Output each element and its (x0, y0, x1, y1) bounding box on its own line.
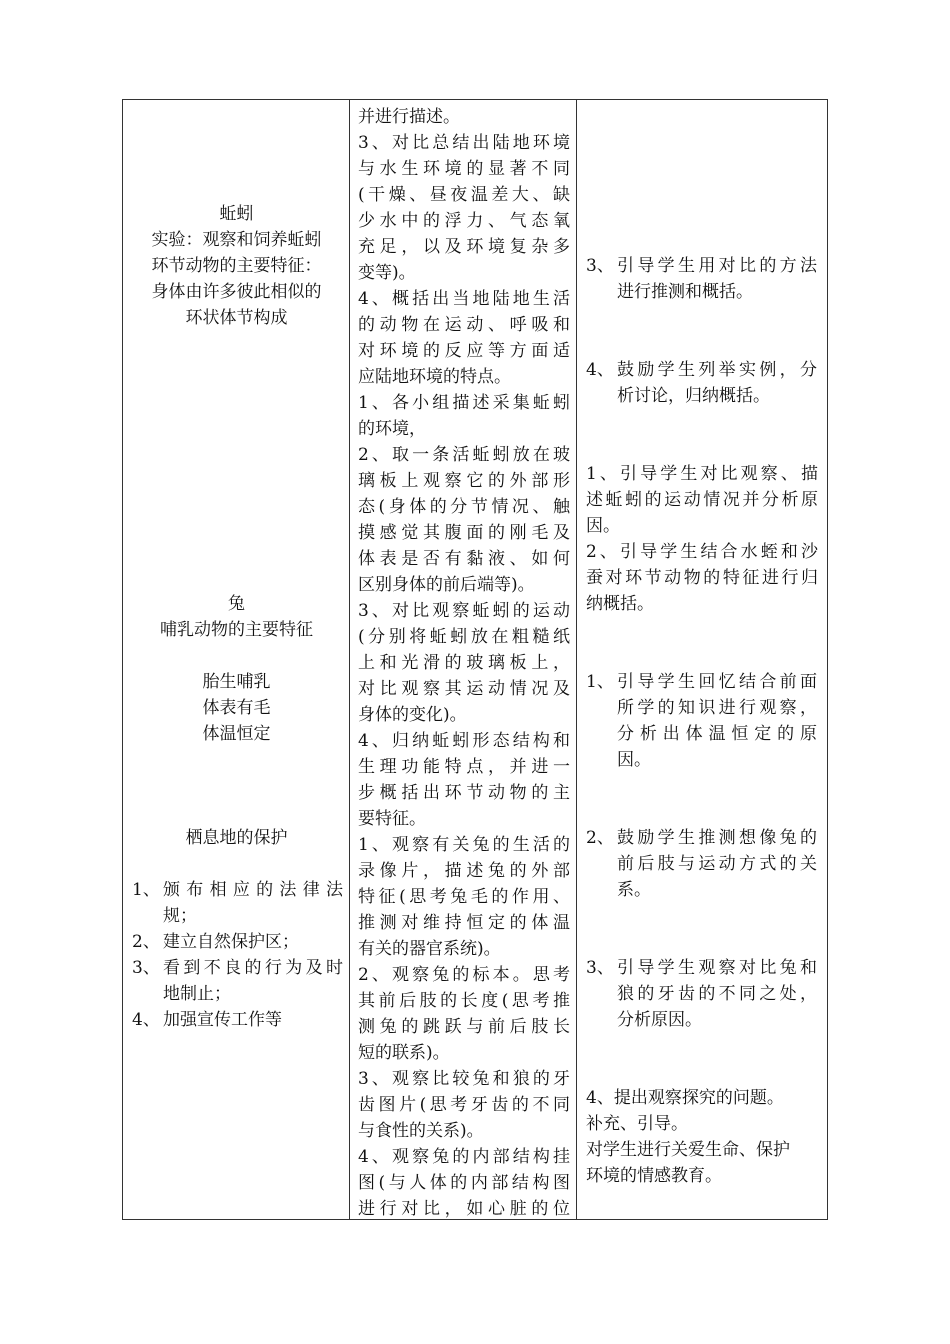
mammal-feature: 胎生哺乳 (202, 672, 271, 692)
annelid-feature-label: 环节动物的主要特征： (151, 256, 322, 276)
activity-line: 1、各小组描述采集蚯蚓 (358, 393, 570, 413)
activity-line: 与食性的关系)。 (358, 1121, 484, 1141)
guidance-text: 2、引导学生结合水蛭和沙 (586, 542, 818, 562)
measure-number: 2、 (132, 932, 160, 952)
guidance-number: 3、 (586, 958, 614, 978)
activity-line: 应陆地环境的特点。 (358, 367, 511, 387)
activity-line: 与水生环境的显著不同 (358, 159, 570, 179)
activity-line: 图(与人体的内部结构图 (358, 1173, 570, 1193)
activity-line: 摸感觉其腹面的刚毛及 (358, 523, 570, 543)
activity-line: 步概括出环节动物的主 (358, 783, 570, 803)
guidance-number: 3、 (586, 256, 614, 276)
activity-line: 3、对比总结出陆地环境 (358, 133, 570, 153)
guidance-text: 因。 (586, 516, 620, 536)
content-column (123, 100, 350, 1219)
activity-line: 少水中的浮力、气态氧 (358, 211, 570, 231)
measure-text: 看到不良的行为及时 (163, 958, 343, 978)
activity-line: 并进行描述。 (358, 107, 460, 127)
activity-line: 4、概括出当地陆地生活 (358, 289, 570, 309)
experiment-title: 实验：观察和饲养蚯蚓 (151, 230, 322, 250)
habitat-protection-title: 栖息地的保护 (185, 828, 288, 848)
activity-line: 齿图片(思考牙齿的不同 (358, 1095, 570, 1115)
topic-rabbit: 兔 (228, 594, 245, 614)
guidance-number: 4、 (586, 360, 614, 380)
guidance-text: 引导学生用对比的方法 (617, 256, 817, 276)
mammal-feature: 体表有毛 (202, 698, 271, 718)
activity-line: 2、取一条活蚯蚓放在玻 (358, 445, 570, 465)
guidance-text: 因。 (617, 750, 651, 770)
lesson-plan-table (122, 99, 828, 1220)
guidance-text: 狼的牙齿的不同之处， (617, 984, 817, 1004)
teacher-guidance-column (577, 100, 827, 1219)
activity-line: 4、观察兔的内部结构挂 (358, 1147, 570, 1167)
guidance-text: 对学生进行关爱生命、保护 (586, 1140, 790, 1160)
activity-line: 3、对比观察蚯蚓的运动 (358, 601, 570, 621)
activity-line: 测兔的跳跃与前后肢长 (358, 1017, 570, 1037)
activity-line: 3、观察比较兔和狼的牙 (358, 1069, 570, 1089)
activity-line: 2、观察兔的标本。思考 (358, 965, 570, 985)
guidance-text: 系。 (617, 880, 651, 900)
activity-line: 4、归纳蚯蚓形态结构和 (358, 731, 570, 751)
guidance-text: 所学的知识进行观察， (617, 698, 817, 718)
measure-number: 3、 (132, 958, 160, 978)
topic-earthworm: 蚯蚓 (219, 204, 254, 224)
guidance-text: 引导学生回忆结合前面 (617, 672, 817, 692)
activity-line: 要特征。 (358, 809, 426, 829)
guidance-text: 述蚯蚓的运动情况并分析原 (586, 490, 818, 510)
mammal-feature: 体温恒定 (202, 724, 271, 744)
activity-line: 的动物在运动、呼吸和 (358, 315, 570, 335)
guidance-text: 1、引导学生对比观察、描 (586, 464, 818, 484)
activity-line: 短的联系)。 (358, 1043, 450, 1063)
annelid-feature-text: 身体由许多彼此相似的 (151, 282, 322, 302)
guidance-text: 鼓励学生推测想像兔的 (617, 828, 817, 848)
activity-line: 变等)。 (358, 263, 416, 283)
activity-line: 体表是否有黏液、如何 (358, 549, 570, 569)
activity-line: 对环境的反应等方面适 (358, 341, 570, 361)
guidance-text: 前后肢与运动方式的关 (617, 854, 817, 874)
mammal-feature-label: 哺乳动物的主要特征 (160, 620, 313, 640)
activity-line: 1、观察有关兔的生活的 (358, 835, 570, 855)
activity-line: (干燥、昼夜温差大、缺 (358, 185, 570, 205)
guidance-number: 2、 (586, 828, 614, 848)
measure-text: 颁布相应的法律法 (163, 880, 343, 900)
guidance-text: 进行推测和概括。 (617, 282, 753, 302)
guidance-text: 分析原因。 (617, 1010, 702, 1030)
guidance-text: 环境的情感教育。 (586, 1166, 722, 1186)
activity-line: 对比观察其运动情况及 (358, 679, 570, 699)
activity-line: 区别身体的前后端等)。 (358, 575, 535, 595)
activity-line: 特征(思考兔毛的作用、 (358, 887, 570, 907)
activity-line: (分别将蚯蚓放在粗糙纸 (358, 627, 570, 647)
guidance-text: 4、提出观察探究的问题。 (586, 1088, 784, 1108)
activity-line: 身体的变化)。 (358, 705, 467, 725)
measure-number: 1、 (132, 880, 160, 900)
activity-line: 其前后肢的长度(思考推 (358, 991, 570, 1011)
activity-line: 上和光滑的玻璃板上， (358, 653, 570, 673)
activity-line: 充足，以及环境复杂多 (358, 237, 570, 257)
activity-line: 进行对比，如心脏的位 (358, 1199, 570, 1219)
guidance-text: 蚕对环节动物的特征进行归 (586, 568, 818, 588)
measure-text: 地制止； (163, 984, 231, 1004)
activity-line: 生理功能特点，并进一 (358, 757, 570, 777)
activity-line: 推测对维持恒定的体温 (358, 913, 570, 933)
measure-text: 建立自然保护区； (163, 932, 299, 952)
measure-text: 规； (163, 906, 197, 926)
activity-line: 的环境， (358, 419, 426, 439)
guidance-text: 析讨论，归纳概括。 (617, 386, 770, 406)
activity-line: 录像片，描述兔的外部 (358, 861, 570, 881)
guidance-text: 纳概括。 (586, 594, 654, 614)
guidance-text: 鼓励学生列举实例，分 (617, 360, 817, 380)
guidance-number: 1、 (586, 672, 614, 692)
guidance-text: 引导学生观察对比兔和 (617, 958, 817, 978)
student-activity-column (350, 100, 577, 1219)
annelid-feature-text: 环状体节构成 (185, 308, 288, 328)
activity-line: 璃板上观察它的外部形 (358, 471, 570, 491)
activity-line: 态(身体的分节情况、触 (358, 497, 570, 517)
measure-number: 4、 (132, 1010, 160, 1030)
activity-line: 有关的器官系统)。 (358, 939, 501, 959)
guidance-text: 补充、引导。 (586, 1114, 688, 1134)
measure-text: 加强宣传工作等 (163, 1010, 282, 1030)
guidance-text: 分析出体温恒定的原 (617, 724, 817, 744)
